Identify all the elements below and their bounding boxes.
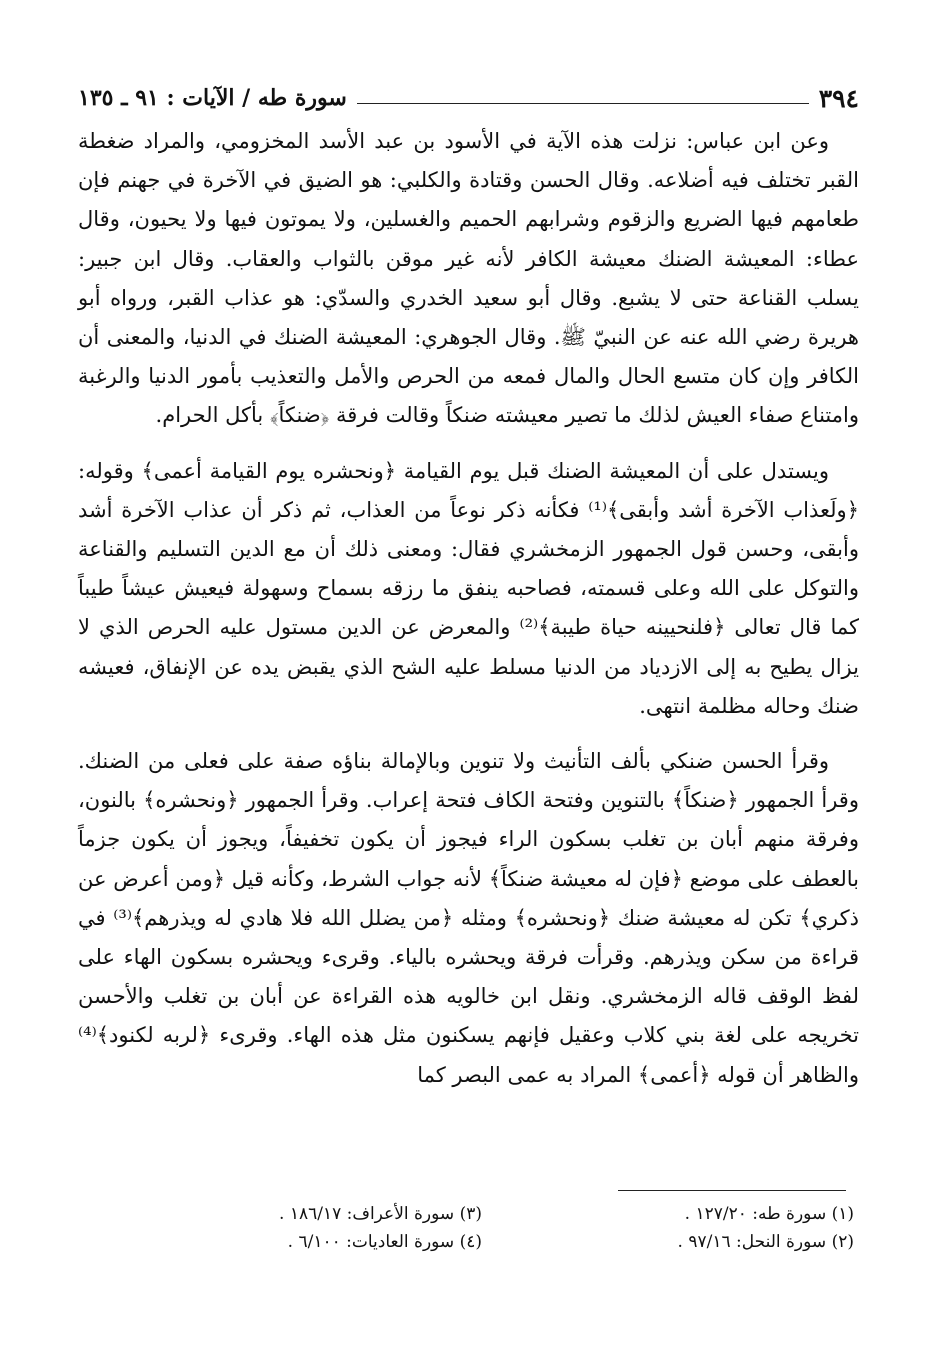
paragraph-1: وعن ابن عباس: نزلت هذه الآية في الأسود بن عبد الأسد المخزومي، والمراد ضغطة القبر تختلف فيه أضلاعه. وقال الحسن وقتادة والكلبي: هو الضيق في الآخرة في جهنم فإن طعامهم فيها الضريع والزقوم وشرابهم الحميم والغسلين، ولا يموتون فيها ولا يحيون، وقال عطاء: المعيشة الضنك معيشة الكافر لأنه غير موقن بالثواب والعقاب. وقال ابن جبير: يسلب القناعة حتى لا يشبع. وقال أبو سعيد الخدري والسدّي: هو عذاب القبر، ورواه أبو هريرة رضي الله عنه عن النبيّ ﷺ. وقال الجوهري: المعيشة الضنك في الدنيا، والمعنى أن الكافر وإن كان متسع الحال والمال فمعه من الحرص والأمل والتعذيب بأمور الدنيا والرغبة وامتناع صفاء العيش لذلك ما تصير معيشته ضنكاً وقالت فرقة ﴿ضنكاً﴾ بأكل الحرام. xyxy=(78,129,859,428)
paragraph-3: وقرأ الحسن ضنكي بألف التأنيث ولا تنوين وبالإمالة بناؤه صفة على فعلى من الضنك. وقرأ الجمهور ﴿ضنكاً﴾ بالتنوين وفتحة الكاف فتحة إعراب. وقرأ الجمهور ﴿ونحشره﴾ بالنون، وفرقة منهم أبان بن تغلب بسكون الراء فيجوز أن يكون تخفيفاً، ويجوز أن يكون جزماً بالعطف على موضع ﴿فإن له معيشة ضنكاً﴾ لأنه جواب الشرط، وكأنه قيل ﴿ومن أعرض عن ذكري﴾ تكن له معيشة ضنك ﴿ونحشره﴾ ومثله ﴿من يضلل الله فلا هادي له ويذرهم﴾⁽³⁾ في قراءة من سكن ويذرهم. وقرأت فرقة ويحشره بالياء. وقرىء ويحشره بسكون الهاء على لفظ الوقف قاله الزمخشري. ونقل ابن خالويه هذه القراءة عن أبان بن تغلب والأحسن تخريجه على لغة بني كلاب وعقيل فإنهم يسكنون مثل هذه الهاء. وقرىء ﴿لربه لكنود﴾⁽⁴⁾ والظاهر أن قوله ﴿أعمى﴾ المراد به عمى البصر كما xyxy=(78,749,859,1087)
footnote-2: (٢) سورة النحل: ٩٧/١٦ . xyxy=(677,1232,854,1252)
footnote-1: (١) سورة طه: ١٢٧/٢٠ . xyxy=(684,1204,854,1224)
main-text xyxy=(78,122,859,1095)
page-number: ٣٩٤ xyxy=(818,83,859,113)
footnote-3: (٣) سورة الأعراف: ١٨٦/١٧ . xyxy=(279,1204,482,1224)
running-title: سورة طه / الآيات : ٩١ ـ ١٣٥ xyxy=(78,85,347,111)
paragraph-2: ويستدل على أن المعيشة الضنك قبل يوم القيامة ﴿ونحشره يوم القيامة أعمى﴾ وقوله: ﴿ولَعذاب الآخرة أشد وأبقى﴾⁽¹⁾ فكأنه ذكر نوعاً من العذاب، ثم ذكر أن عذاب الآخرة أشد وأبقى، وحسن قول الجمهور الزمخشري فقال: ومعنى ذلك أن مع الدين التسليم والقناعة والتوكل على الله وعلى قسمته، فصاحبه ينفق ما رزقه بسماح وسهولة فيعيش عيشاً طيباً كما قال تعالى ﴿فلنحيينه حياة طيبة﴾⁽²⁾ والمعرض عن الدين مستول عليه الحرص الذي لا يزال يطيح به إلى الازدياد من الدنيا مسلط عليه الشح الذي يقبض يده عن الإنفاق، فعيشه ضنك وحاله مظلمة انتهى. xyxy=(78,458,860,718)
header-rule xyxy=(357,103,809,104)
footnote-rule xyxy=(618,1190,846,1191)
footnotes xyxy=(150,1200,854,1256)
footnote-4: (٤) سورة العاديات: ٦/١٠٠ . xyxy=(287,1232,482,1252)
page-header xyxy=(78,80,859,116)
